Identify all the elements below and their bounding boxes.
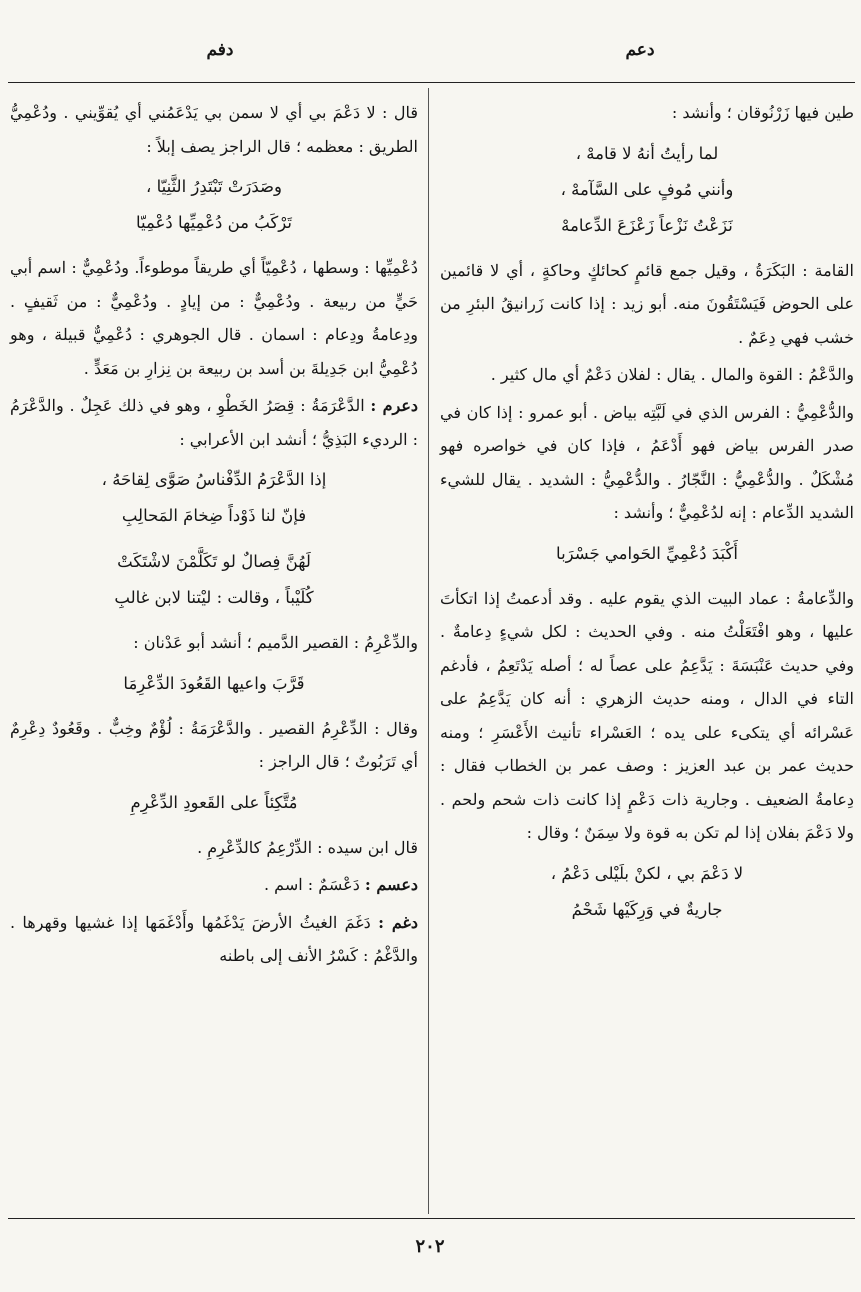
bottom-rule (8, 1218, 855, 1219)
paragraph: والدَّعْمُ : القوة والمال . يقال : لفلان دَعْمٌ أي مال كثير . (490, 365, 854, 384)
verse-line: أَكْبَدَ دُعْمِيِّ الحَوامي جَسْرَبا (556, 543, 738, 563)
verse-line: إذا الدَّعْرَمُ الدِّفْناسُ صَوَّى لِقاحَهُ ، (101, 470, 327, 489)
paragraph: القامة : البَكَرَةُ ، وقيل جمع قائمٍ كحائكٍ وحاكةٍ ، أي لا قائمين على الحوض فَيَسْتَقُونَ منه. أبو زيد : إذا كانت زَرانيقُ البئرِ من خشب فهي دِعَمٌ . (440, 260, 854, 347)
entry-headword: دغم : (378, 912, 419, 932)
verse-block (10, 785, 418, 821)
paragraph: والدِّعْرِمُ : القصير الدَّميم ؛ أنشد أبو عَدْنان : (133, 633, 418, 652)
entry-text: دَعْسَمٌ : اسم . (264, 875, 360, 894)
verse-line: لَهُنَّ فِصالٌ لو تَكَلَّمْنَ لاشْتَكَتْ (117, 552, 311, 571)
top-rule (8, 82, 855, 83)
page-number: ٢٠٢ (415, 1236, 445, 1257)
entry-paragraph (10, 868, 418, 902)
running-head-right: دعم (625, 40, 655, 60)
verse-line: جاريةٌ في وَرِكَيْها شَحْمُ (571, 899, 723, 919)
right-column (440, 96, 854, 938)
verse-block (440, 856, 854, 928)
paragraph: دُعْمِيِّها : وسطها ، دُعْمِيّاً أي طريقاً موطوءاً. ودُعْمِيٌّ : اسم أبي حَيٍّ من ربيعة . ودُعْمِيٌّ : من إيادٍ . ودُعْمِيٌّ : من ثَقيفٍ . ودِعامةُ ودِعام : اسمان . قال الجوهري : دُعْمِيٌّ قبيلة ، وهو دُعْمِيُّ ابن جَدِيلةَ بن أسد بن ربيعة بن نِزارِ بن مَعَدٍّ . (10, 258, 418, 378)
left-column (10, 96, 418, 977)
verse-line: لا دَعْمَ بي ، لكنْ بلَيْلى دَعْمُ ، (550, 863, 744, 883)
verse-block (10, 544, 418, 616)
verse-block (440, 536, 854, 572)
verse-block (10, 169, 418, 241)
entry-paragraph (10, 389, 418, 456)
verse-line: كُلَيْباً ، وقالت : ليْتنا لابن غالبِ (114, 588, 314, 607)
verse-line: فإنّ لنا ذَوْداً ضِخامَ المَحالِبِ (121, 506, 307, 525)
verse-line: تَرْكَبُ من دُعْمِيِّها دُعْمِيّا (136, 213, 292, 232)
verse-line: وأنني مُوفٍ على السَّآمهْ ، (560, 179, 734, 199)
entry-headword: دعرم : (370, 396, 418, 415)
entry-text: الدَّعْرَمَةُ : قِصَرُ الخَطْوِ ، وهو في ذلك عَجِلٌ . والدَّعْرَمُ : الرديء البَذِيُّ ؛ أنشد ابن الأعرابي : (10, 396, 418, 449)
running-head-left: دفم (206, 40, 234, 60)
verse-block (10, 666, 418, 702)
verse-block (440, 136, 854, 244)
verse-line: قَرَّبَ واعيها القَعُودَ الدِّعْرِمَا (123, 673, 305, 693)
paragraph: قال : لا دَعْمَ بي أي لا سمن بي يَدْعَمُني أي يُقوِّيني . ودُعْمِيُّ الطريق : معظمه ؛ قال الراجز يصف إبلاً : (10, 103, 418, 156)
verse-line: مُتَّكِئاً على القَعودِ الدِّعْرِمِ (130, 792, 298, 812)
verse-line: لما رأيتُ أنهُ لا قامهْ ، (575, 143, 719, 163)
entry-text: دَغَمَ الغيثُ الأرضَ يَدْغَمُها وأَدْغَمَها إذا غشيها وقهرها . والدَّغْمُ : كَسْرُ الأنف إلى باطنه (10, 912, 418, 965)
paragraph: قال ابن سيده : الدِّرْعِمُ كالدِّعْرِمِ . (197, 837, 418, 857)
entry-headword: دعسم : (364, 875, 418, 894)
verse-line: نَزَعْتُ نَزْعاً زَعْزَعَ الدِّعامهْ (561, 215, 733, 235)
paragraph: والدُّعْمِيُّ : الفرس الذي في لَبَّتِه بياض . أبو عمرو : إذا كان في صدر الفرس بياض فهو أَدْعَمُ ، فإذا كان في خواصره فهو مُشْكَلٌ . والدُّعْمِيُّ : النَّجّارُ . والدُّعْمِيُّ : الشديد . يقال للشيء الشديد الدِّعام : إنه لدُعْمِيٌّ ؛ وأنشد : (440, 402, 854, 522)
column-divider (428, 88, 429, 1214)
paragraph: وقال : الدِّعْرِمُ القصير . والدَّعْرَمَةُ : لُؤْمٌ وخِبٌّ . وقَعُودٌ دِعْرِمٌ أي تَرَبُوتٌ ؛ قال الراجز : (10, 718, 418, 771)
entry-paragraph (10, 906, 418, 973)
verse-block (10, 462, 418, 534)
paragraph: والدِّعامةُ : عماد البيت الذي يقوم عليه . وقد أدعمتُ إذا اتكأتَ عليها ، وهو افْتَعَلْتُ منه . وفي الحديث : لكل شيءٍ دِعامةٌ . وفي حديث عَنْبَسَةَ : يَدَّعِمُ على عصاً له ؛ أصله يَدْتَعِمُ ، فأدغم التاء في الدال ، ومنه حديث الزهري : أنه كان يَدَّعِمُ على عَسْرائه أي يتكىء على يده ؛ العَسْراء تأنيث الأَعْسَرِ ؛ ومنه حديث عمر بن عبد العزيز : وصف عمر بن الخطاب فقال : دِعامةُ الضعيف . وجارية ذات دَعْمٍ إذا كانت ذات شحم ولحم . ولا دَعْمَ بفلان إذا لم تكن به قوة ولا سِمَنٌ ؛ وقال : (440, 588, 855, 842)
paragraph: طين فيها زَرْنُوقان ؛ وأنشد : (671, 103, 854, 122)
verse-line: وصَدَرَتْ تَبْتَدِرُ الثَّنِيّا ، (146, 177, 282, 196)
